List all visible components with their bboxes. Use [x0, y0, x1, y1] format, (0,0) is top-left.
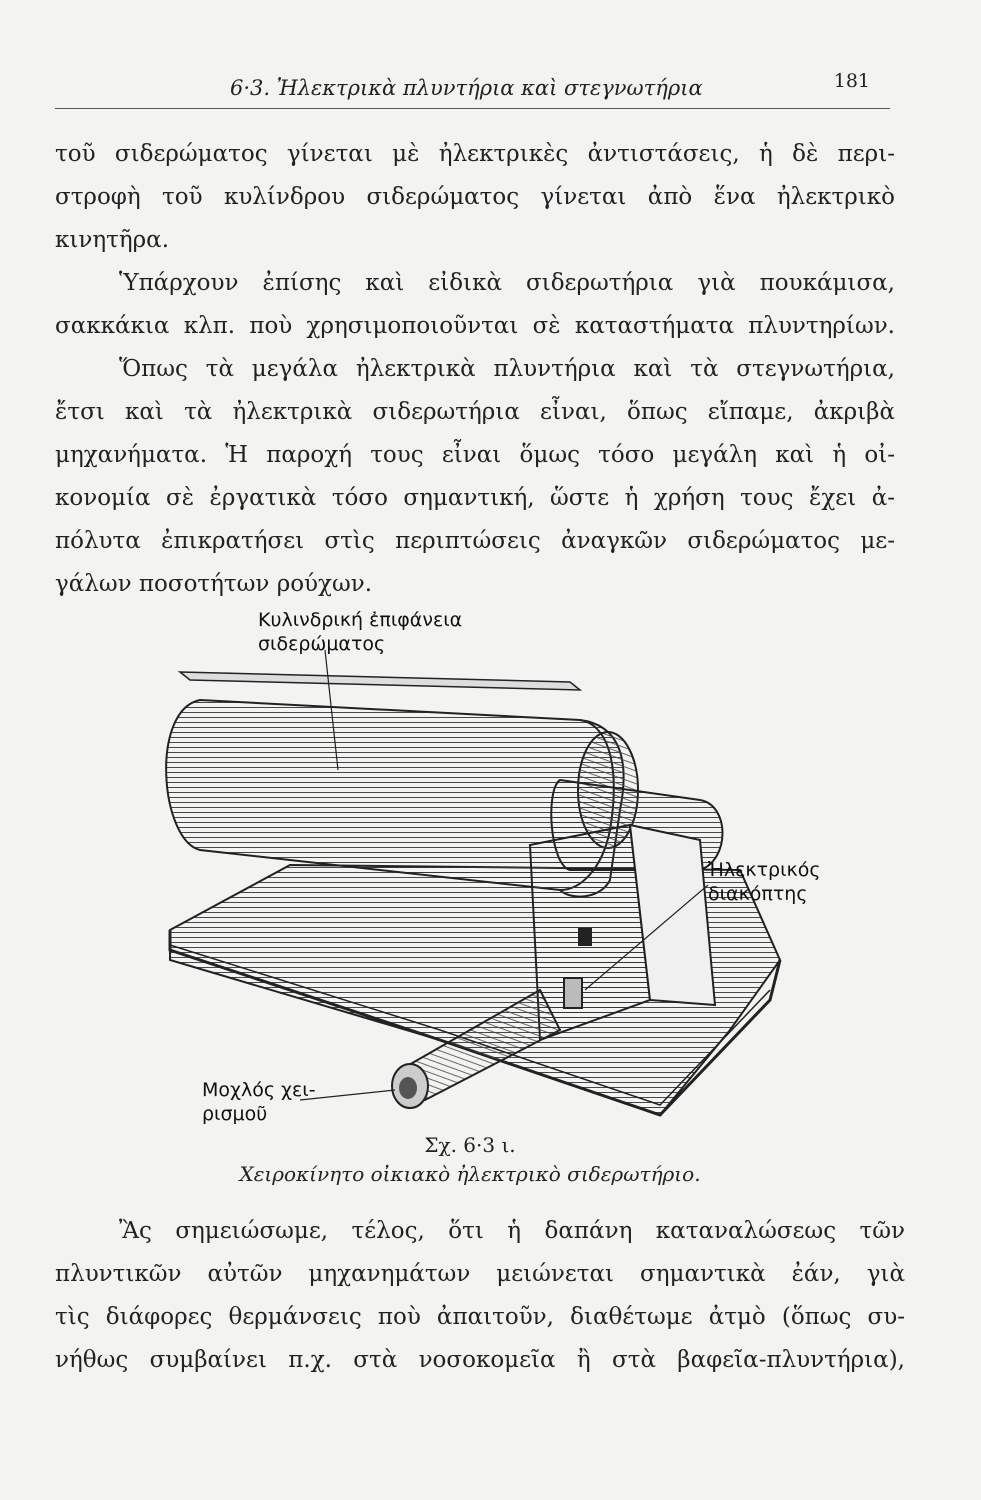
text-line: κονομία σὲ ἐργατικὰ τόσο σημαντική, ὥστε ἡ χρήση τους ἔχει ἀ-	[55, 485, 895, 511]
text-line: Ὑπάρχουν ἐπίσης καὶ εἰδικὰ σιδερωτήρια γιὰ πουκάμισα,	[119, 270, 895, 296]
label-line: σιδερώματος	[258, 633, 386, 655]
label-switch	[708, 858, 821, 906]
text-line: Ὅπως τὰ μεγάλα ἠλεκτρικὰ πλυντήρια καὶ τὰ στεγνωτήρια,	[119, 356, 895, 382]
text-line: γάλων ποσοτήτων ρούχων.	[55, 571, 373, 597]
text-line: ἔτσι καὶ τὰ ἠλεκτρικὰ σιδερωτήρια εἶναι, ὅπως εἴπαμε, ἀκριβὰ	[55, 399, 895, 425]
caption-text: Χειροκίνητο οἰκιακὸ ἠλεκτρικὸ σιδερωτήριο.	[239, 1162, 701, 1186]
text-line: κινητῆρα.	[55, 227, 170, 253]
label-line: ρισμοῦ	[202, 1103, 268, 1125]
section-title: 6·3. Ἠλεκτρικὰ πλυντήρια καὶ στεγνωτήρια	[230, 76, 703, 100]
text-line: τοῦ σιδερώματος γίνεται μὲ ἠλεκτρικὲς ἀντιστάσεις, ἡ δὲ περι-	[55, 141, 895, 167]
text-line: τὶς διάφορες θερμάνσεις ποὺ ἀπαιτοῦν, διαθέτωμε ἀτμὸ (ὅπως συ-	[55, 1304, 905, 1330]
label-line: Μοχλός χει-	[202, 1079, 316, 1101]
label-line: διακόπτης	[708, 883, 808, 905]
text-line: Ἂς σημειώσωμε, τέλος, ὅτι ἡ δαπάνη καταναλώσεως τῶν	[119, 1218, 905, 1244]
caption-number: Σχ. 6·3 ι.	[424, 1133, 516, 1157]
paragraph-bottom	[55, 1210, 905, 1382]
text-line: σακκάκια κλπ. ποὺ χρησιμοποιοῦνται σὲ καταστήματα πλυντηρίων.	[55, 313, 895, 339]
text-line: στροφὴ τοῦ κυλίνδρου σιδερώματος γίνεται ἀπὸ ἕνα ἠλεκτρικὸ	[55, 184, 895, 210]
text-line: πλυντικῶν αὐτῶν μηχανημάτων μειώνεται σημαντικὰ ἐάν, γιὰ	[55, 1261, 905, 1287]
page-number: 181	[833, 70, 870, 92]
label-line: Κυλινδρική ἐπιφάνεια	[258, 609, 463, 631]
text-line: μηχανήματα. Ἡ παροχή τους εἶναι ὅμως τόσο μεγάλη καὶ ἡ οἰ-	[55, 442, 895, 468]
text-line: νήθως συμβαίνει π.χ. στὰ νοσοκομεῖα ἢ στὰ βαφεῖα-πλυντήρια),	[55, 1347, 905, 1373]
label-line: Ἠλεκτρικός	[708, 859, 821, 881]
text-line: πόλυτα ἐπικρατήσει στὶς περιπτώσεις ἀναγκῶν σιδερώματος με-	[55, 528, 895, 554]
